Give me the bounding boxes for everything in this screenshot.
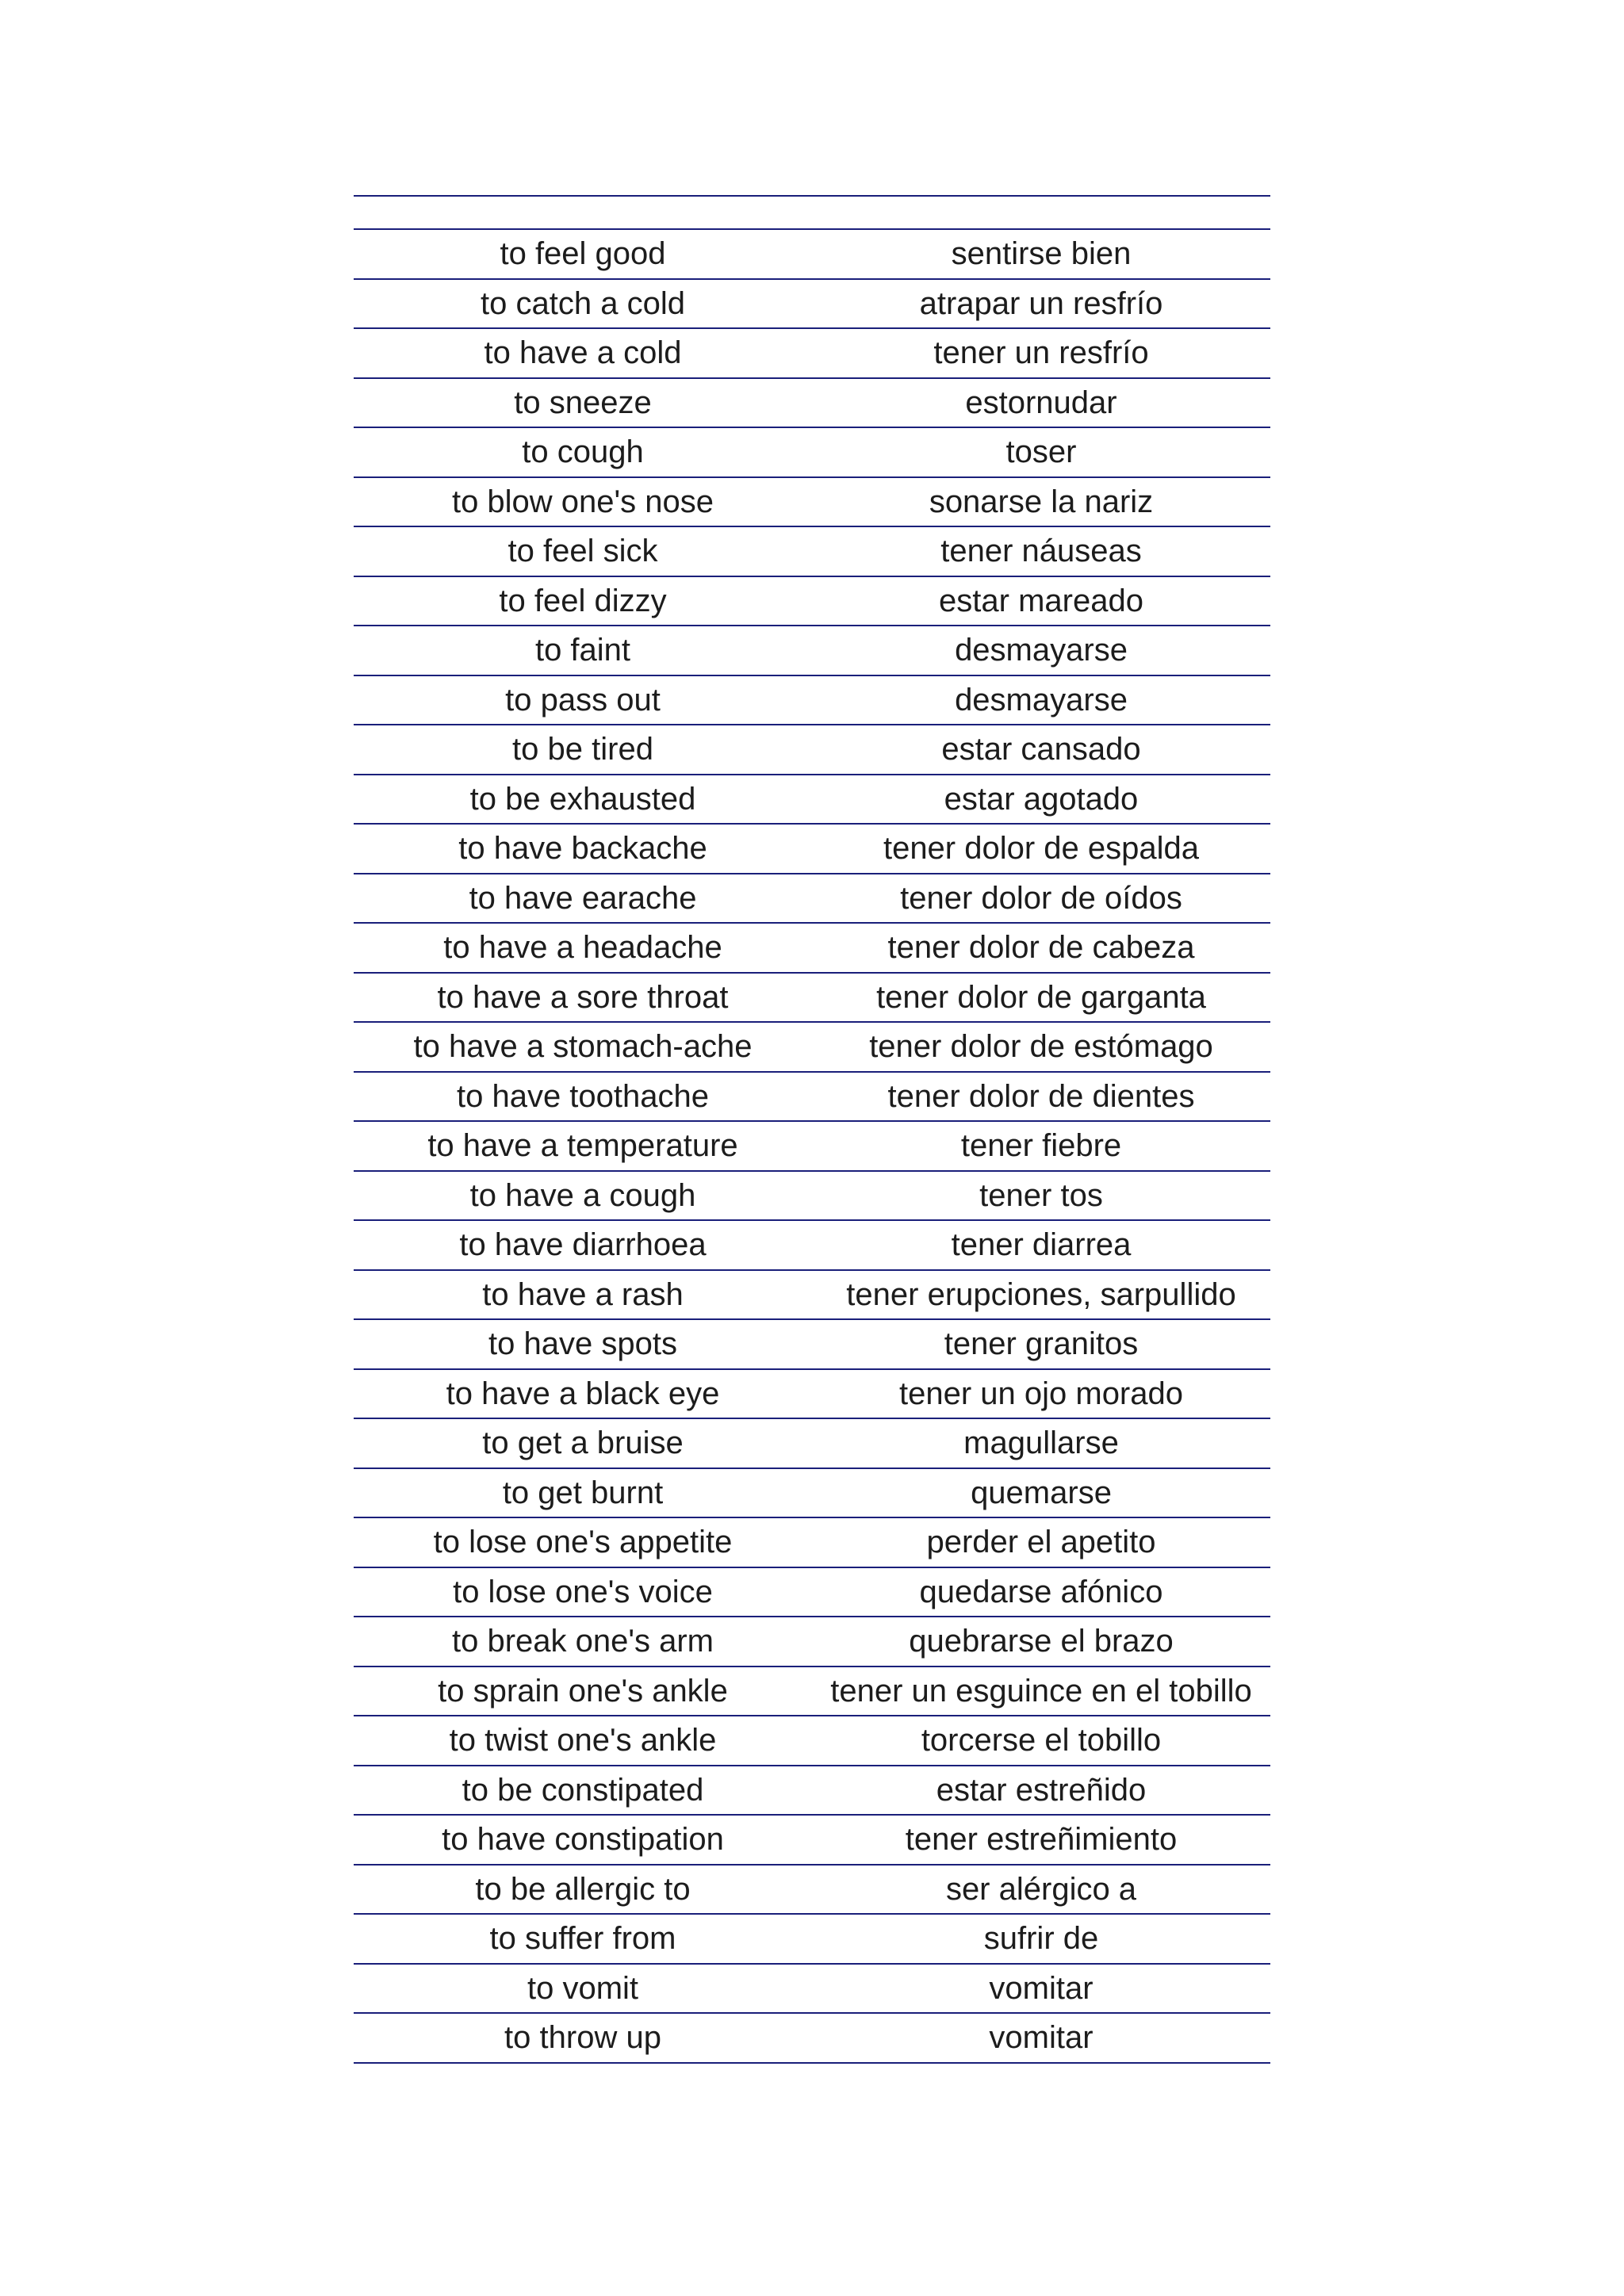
table-row xyxy=(354,1418,1270,1468)
table-row xyxy=(354,229,1270,279)
table-row xyxy=(354,626,1270,675)
english-term: to be exhausted xyxy=(354,775,812,825)
english-term: to suffer from xyxy=(354,1914,812,1964)
spanish-term: sentirse bien xyxy=(812,229,1270,279)
english-term: to have constipation xyxy=(354,1815,812,1865)
table-row xyxy=(354,874,1270,924)
spanish-term: estar agotado xyxy=(812,775,1270,825)
table-row xyxy=(354,1567,1270,1617)
english-term: to sneeze xyxy=(354,378,812,428)
english-term: to have a cold xyxy=(354,328,812,378)
spanish-term: estar estreñido xyxy=(812,1766,1270,1816)
spanish-term: desmayarse xyxy=(812,675,1270,725)
spanish-term: tener dolor de espalda xyxy=(812,824,1270,874)
spanish-term: vomitar xyxy=(812,1964,1270,2014)
spanish-term: tener un esguince en el tobillo xyxy=(812,1667,1270,1716)
spanish-term: tener dolor de oídos xyxy=(812,874,1270,924)
english-term: to break one's arm xyxy=(354,1617,812,1667)
english-term: to lose one's appetite xyxy=(354,1517,812,1567)
english-term: to have a temperature xyxy=(354,1121,812,1171)
table-row xyxy=(354,1517,1270,1567)
spanish-term: tener náuseas xyxy=(812,526,1270,576)
spanish-term: tener dolor de estómago xyxy=(812,1022,1270,1072)
english-term: to vomit xyxy=(354,1964,812,2014)
english-term: to have a headache xyxy=(354,923,812,973)
table-row xyxy=(354,1716,1270,1766)
english-term: to have diarrhoea xyxy=(354,1220,812,1270)
english-term: to have earache xyxy=(354,874,812,924)
spanish-term: toser xyxy=(812,427,1270,477)
table-row xyxy=(354,576,1270,626)
spanish-term: ser alérgico a xyxy=(812,1865,1270,1915)
english-term: to pass out xyxy=(354,675,812,725)
vocabulary-rows xyxy=(354,229,1270,2063)
english-term: to get a bruise xyxy=(354,1418,812,1468)
english-term: to have a stomach-ache xyxy=(354,1022,812,1072)
spanish-term: tener tos xyxy=(812,1171,1270,1221)
table-row xyxy=(354,2013,1270,2063)
table-row xyxy=(354,1022,1270,1072)
table-row xyxy=(354,1815,1270,1865)
table-row xyxy=(354,328,1270,378)
table-row xyxy=(354,1220,1270,1270)
table-row xyxy=(354,1766,1270,1816)
table-row xyxy=(354,1072,1270,1122)
english-term: to be tired xyxy=(354,725,812,775)
table-row xyxy=(354,279,1270,329)
table-row xyxy=(354,477,1270,527)
spanish-term: vomitar xyxy=(812,2013,1270,2063)
spanish-term: perder el apetito xyxy=(812,1517,1270,1567)
english-term: to have toothache xyxy=(354,1072,812,1122)
spanish-term: tener dolor de garganta xyxy=(812,973,1270,1023)
english-term: to have spots xyxy=(354,1319,812,1369)
spanish-term: quebrarse el brazo xyxy=(812,1617,1270,1667)
english-term: to lose one's voice xyxy=(354,1567,812,1617)
english-term: to feel sick xyxy=(354,526,812,576)
spanish-term: estar cansado xyxy=(812,725,1270,775)
english-term: to throw up xyxy=(354,2013,812,2063)
table-row xyxy=(354,1319,1270,1369)
table-row xyxy=(354,1617,1270,1667)
english-term: to have a black eye xyxy=(354,1369,812,1419)
english-term: to twist one's ankle xyxy=(354,1716,812,1766)
english-term: to be constipated xyxy=(354,1766,812,1816)
english-term: to be allergic to xyxy=(354,1865,812,1915)
table-row xyxy=(354,1914,1270,1964)
table-row xyxy=(354,824,1270,874)
english-term: to catch a cold xyxy=(354,279,812,329)
english-term: to blow one's nose xyxy=(354,477,812,527)
table-row xyxy=(354,526,1270,576)
spanish-term: estar mareado xyxy=(812,576,1270,626)
table-row xyxy=(354,1171,1270,1221)
english-term: to have a cough xyxy=(354,1171,812,1221)
english-term: to have a rash xyxy=(354,1270,812,1320)
spanish-term: tener erupciones, sarpullido xyxy=(812,1270,1270,1320)
table-row xyxy=(354,1121,1270,1171)
table-row xyxy=(354,923,1270,973)
table-row xyxy=(354,1667,1270,1716)
spanish-term: torcerse el tobillo xyxy=(812,1716,1270,1766)
spanish-term: estornudar xyxy=(812,378,1270,428)
empty-header-row xyxy=(354,196,1270,229)
table-row xyxy=(354,1964,1270,2014)
english-term: to faint xyxy=(354,626,812,675)
table-row xyxy=(354,1865,1270,1915)
english-term: to have a sore throat xyxy=(354,973,812,1023)
english-term: to get burnt xyxy=(354,1468,812,1518)
table-row xyxy=(354,775,1270,825)
english-term: to feel good xyxy=(354,229,812,279)
spanish-term: tener estreñimiento xyxy=(812,1815,1270,1865)
english-term: to have backache xyxy=(354,824,812,874)
table-row xyxy=(354,725,1270,775)
spanish-term: tener un ojo morado xyxy=(812,1369,1270,1419)
table-top-rule xyxy=(354,196,1270,229)
spanish-term: desmayarse xyxy=(812,626,1270,675)
spanish-term: sufrir de xyxy=(812,1914,1270,1964)
table-row xyxy=(354,1468,1270,1518)
english-term: to cough xyxy=(354,427,812,477)
english-term: to feel dizzy xyxy=(354,576,812,626)
vocabulary-table xyxy=(354,195,1270,2064)
spanish-term: atrapar un resfrío xyxy=(812,279,1270,329)
spanish-term: quedarse afónico xyxy=(812,1567,1270,1617)
spanish-term: magullarse xyxy=(812,1418,1270,1468)
table-row xyxy=(354,1270,1270,1320)
table-row xyxy=(354,675,1270,725)
english-term: to sprain one's ankle xyxy=(354,1667,812,1716)
table-row xyxy=(354,1369,1270,1419)
table-row xyxy=(354,973,1270,1023)
spanish-term: tener diarrea xyxy=(812,1220,1270,1270)
spanish-term: tener un resfrío xyxy=(812,328,1270,378)
spanish-term: tener granitos xyxy=(812,1319,1270,1369)
table-row xyxy=(354,378,1270,428)
spanish-term: sonarse la nariz xyxy=(812,477,1270,527)
table-row xyxy=(354,427,1270,477)
spanish-term: tener dolor de cabeza xyxy=(812,923,1270,973)
spanish-term: quemarse xyxy=(812,1468,1270,1518)
spanish-term: tener fiebre xyxy=(812,1121,1270,1171)
spanish-term: tener dolor de dientes xyxy=(812,1072,1270,1122)
